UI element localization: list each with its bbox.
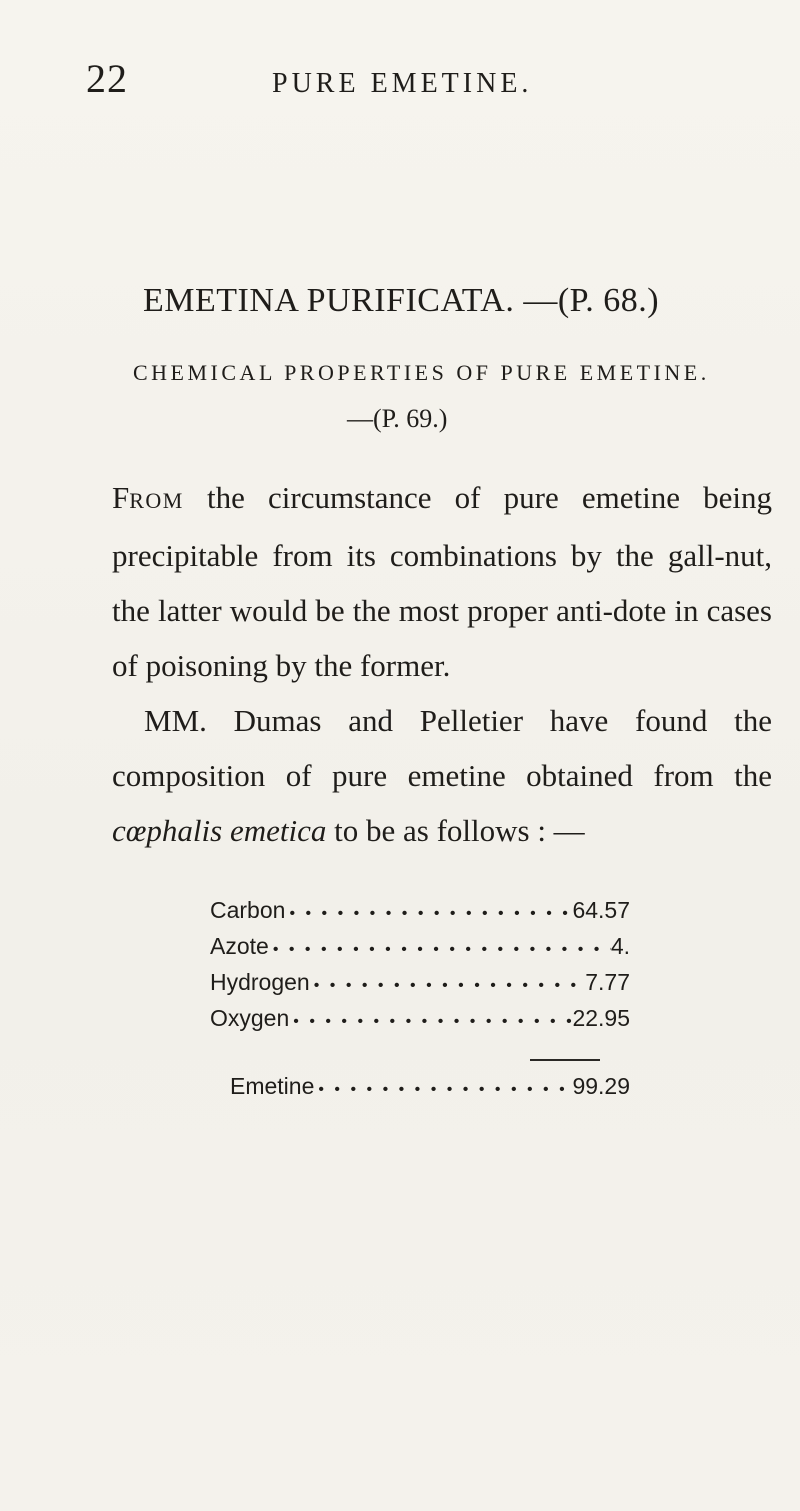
total-label: Emetine — [230, 1073, 315, 1099]
total-row — [230, 1073, 630, 1109]
table-row — [210, 1005, 630, 1041]
running-head: PURE EMETINE. — [272, 68, 533, 99]
subsection-page-ref: —(P. 69.) — [347, 404, 448, 433]
leader-dots — [289, 1013, 572, 1031]
element-value: 7.77 — [585, 969, 630, 995]
subsection-title: CHEMICAL PROPERTIES OF PURE EMETINE. — [133, 360, 710, 385]
section-title: EMETINA PURIFICATA. —(P. 68.) — [143, 282, 660, 319]
paragraph-1 — [112, 470, 772, 693]
page-number: 22 — [86, 56, 128, 101]
element-label: Carbon — [210, 897, 286, 923]
total-value: 99.29 — [572, 1073, 630, 1099]
element-value: 64.57 — [572, 897, 630, 923]
leader-dots — [285, 905, 572, 923]
paragraph-1-text: the circumstance of pure emetine being precipitable from its combinations by the gall-nut, the latter would be the most proper anti-dote in cases of poisoning by the former. — [112, 480, 772, 683]
leader-dots — [310, 977, 586, 995]
small-caps-lead: ROM — [129, 488, 184, 513]
element-value: 22.95 — [572, 1005, 630, 1031]
table-row — [210, 933, 630, 969]
element-label: Hydrogen — [210, 969, 310, 995]
element-label: Azote — [210, 933, 269, 959]
sum-rule — [530, 1059, 600, 1061]
paragraph-2-end: to be as follows : — — [326, 813, 585, 848]
leader-dots — [269, 941, 611, 959]
composition-table — [210, 897, 630, 1109]
table-row — [210, 897, 630, 933]
species-name: cœphalis emetica — [112, 813, 327, 848]
element-value: 4. — [610, 933, 630, 959]
paragraph-2 — [112, 693, 772, 858]
body-text — [112, 470, 772, 858]
leader-dots — [314, 1081, 572, 1099]
paragraph-2-start: MM. Dumas and Pelletier have found the composition of pure emetine obtained from the — [112, 703, 772, 793]
drop-cap: F — [112, 480, 130, 515]
table-row — [210, 969, 630, 1005]
element-label: Oxygen — [210, 1005, 290, 1031]
